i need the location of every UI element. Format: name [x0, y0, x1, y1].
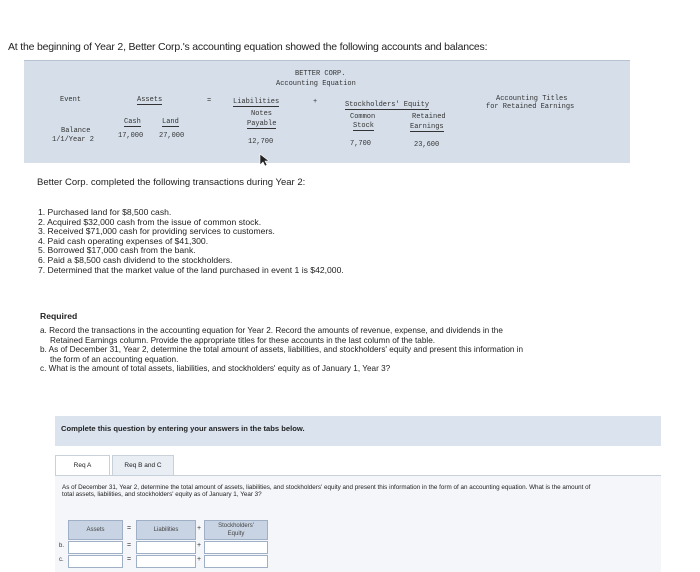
list-item: 3. Received $71,000 cash for providing services to customers.	[38, 226, 275, 237]
common-value: 7,700	[350, 140, 372, 148]
accounting-titles-header-1: Accounting Titles	[496, 95, 568, 103]
intro-text: At the beginning of Year 2, Better Corp.'s accounting equation showed the following accounts and balances:	[8, 41, 488, 53]
instruction-text: Complete this question by entering your answers in the tabs below.	[61, 424, 305, 433]
grid-liabilities-header: Liabilities	[136, 520, 196, 540]
list-item: 6. Paid a $8,500 cash dividend to the stockholders.	[38, 254, 233, 265]
tab-req-a[interactable]: Req A	[55, 455, 110, 476]
list-item: 5. Borrowed $17,000 cash from the bank.	[38, 245, 196, 256]
notes-value: 12,700	[248, 138, 274, 146]
grid-equals-c: =	[127, 556, 132, 563]
liabilities-input-c[interactable]	[136, 555, 196, 568]
grid-plus: +	[197, 525, 202, 532]
grid-equity-header-2: Equity	[227, 531, 245, 537]
retained-value: 23,600	[414, 141, 440, 149]
row-label-b: b.	[59, 543, 65, 549]
balance-label-2: 1/1/Year 2	[52, 136, 95, 144]
common-header-2: Stock	[353, 122, 375, 130]
instruction-box	[55, 416, 661, 446]
list-item: 7. Determined that the market value of the land purchased in event 1 is $42,000.	[38, 264, 344, 275]
panel-instructions: As of December 31, Year 2, determine the total amount of assets, liabilities, and stockholders' equity and present this information in the form of an accounting equation. What is the amount of total assets, liabilities, and stockholders' equity as of January 1, Year 3?	[62, 484, 591, 499]
land-value: 27,000	[159, 132, 185, 140]
land-header: Land	[162, 118, 179, 126]
equals-sign: =	[207, 97, 212, 105]
assets-input-b[interactable]	[68, 541, 123, 554]
grid-plus-b: +	[197, 542, 202, 549]
equity-header: Stockholders' Equity	[345, 101, 430, 109]
row-label-c: c.	[59, 557, 64, 563]
req-b-line2: the form of an accounting equation.	[50, 354, 179, 364]
liabilities-header: Liabilities	[233, 98, 280, 106]
common-header-1: Common	[350, 113, 376, 121]
required-list	[40, 326, 660, 374]
list-item: 4. Paid cash operating expenses of $41,300.	[38, 235, 209, 246]
list-item: 1. Purchased land for $8,500 cash.	[38, 207, 172, 217]
transactions-intro: Better Corp. completed the following transactions during Year 2:	[37, 177, 306, 188]
req-a-line1: a. Record the transactions in the accounting equation for Year 2. Record the amounts of revenue, expense, and dividends in the	[40, 326, 503, 335]
req-b-line1: b. As of December 31, Year 2, determine the total amount of assets, liabilities, and stockholders' equity and present this information in	[40, 345, 524, 355]
liabilities-input-b[interactable]	[136, 541, 196, 554]
balance-label-1: Balance	[61, 127, 91, 135]
req-a-line2: Retained Earnings column. Provide the appropriate titles for these accounts in the last column of the table.	[50, 335, 436, 345]
mouse-cursor-icon	[259, 153, 269, 167]
equity-input-c[interactable]	[204, 555, 268, 568]
grid-equity-header-1: Stockholders'	[218, 523, 254, 529]
grid-equals-b: =	[127, 542, 132, 549]
notes-header-2: Payable	[247, 120, 277, 128]
cash-header: Cash	[124, 118, 141, 126]
retained-header-1: Retained	[412, 113, 446, 121]
tab-req-b-and-c[interactable]: Req B and C	[112, 455, 174, 476]
retained-header-2: Earnings	[410, 123, 444, 131]
req-c-line1: c. What is the amount of total assets, liabilities, and stockholders' equity as of January 1, Year 3?	[40, 364, 391, 374]
assets-input-c[interactable]	[68, 555, 123, 568]
equity-input-b[interactable]	[204, 541, 268, 554]
company-title: BETTER CORP.	[295, 70, 346, 78]
list-item: 2. Acquired $32,000 cash from the issue of common stock.	[38, 216, 262, 227]
notes-header-1: Notes	[251, 110, 273, 118]
grid-plus-c: +	[197, 556, 202, 563]
plus-sign: +	[313, 98, 318, 106]
grid-equals: =	[127, 525, 132, 532]
cash-value: 17,000	[118, 132, 144, 140]
event-header: Event	[60, 96, 82, 104]
transactions-list	[38, 208, 344, 275]
assets-header: Assets	[137, 96, 163, 104]
required-heading: Required	[40, 311, 78, 321]
equation-title: Accounting Equation	[276, 80, 356, 88]
grid-assets-header: Assets	[68, 520, 123, 540]
grid-equity-header	[204, 520, 268, 540]
accounting-titles-header-2: for Retained Earnings	[486, 103, 575, 111]
